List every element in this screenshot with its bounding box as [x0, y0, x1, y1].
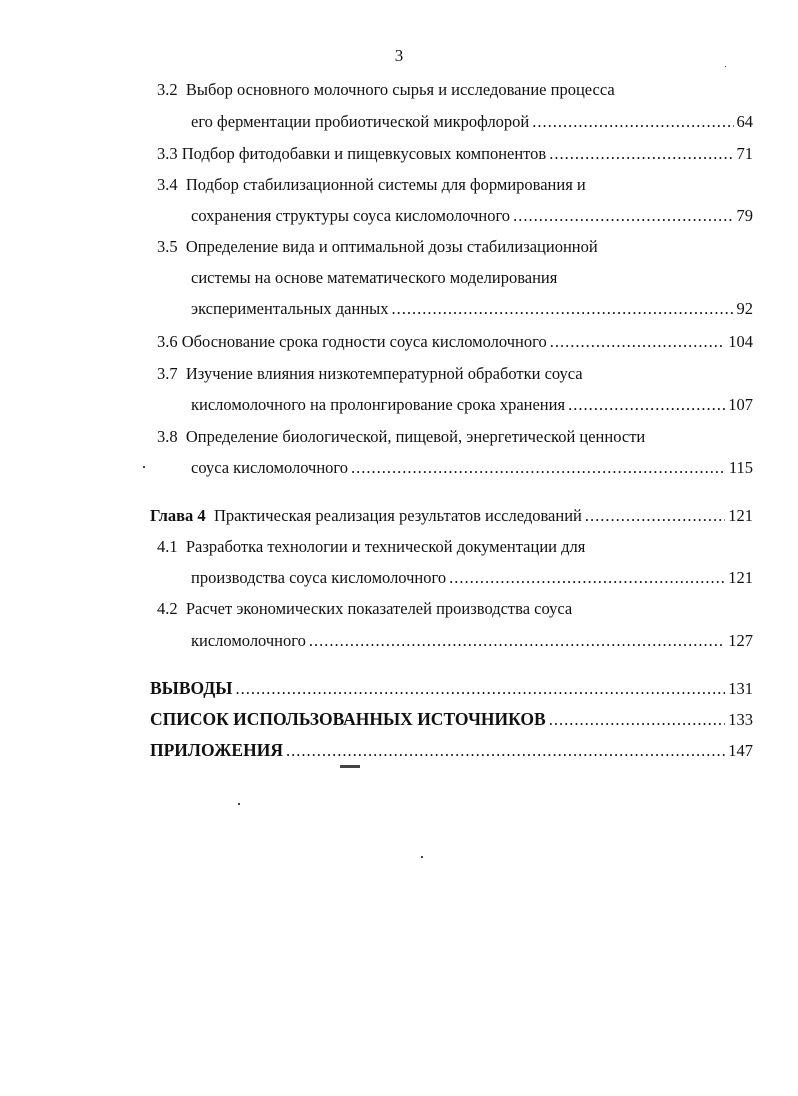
heading-title: СПИСОК ИСПОЛЬЗОВАННЫХ ИСТОЧНИКОВ: [150, 709, 546, 729]
toc-chapter-4: [150, 506, 753, 526]
toc-entry-4-1-cont: [191, 568, 753, 588]
toc-entry-3-5-line2: системы на основе математического моделирования: [191, 268, 558, 287]
section-number: 3.7: [157, 364, 178, 383]
toc-entry-4-2-cont: [191, 631, 753, 651]
page-ref: 92: [736, 299, 753, 318]
section-number: 3.5: [157, 237, 178, 256]
toc-entry-3-4: [157, 175, 586, 195]
toc-entry-3-3: [157, 144, 753, 164]
leader-dots: [550, 332, 726, 352]
toc-entry-3-5: [157, 237, 598, 257]
leader-dots: [513, 206, 733, 226]
scan-mark: [340, 765, 360, 768]
page-ref: 79: [736, 206, 753, 225]
leader-dots: [549, 710, 726, 730]
leader-dots: [568, 395, 725, 415]
section-title: Определение биологической, пищевой, энергетической ценности: [185, 427, 646, 446]
toc-references: [150, 709, 753, 730]
scan-speck: [143, 466, 145, 468]
section-title: Разработка технологии и технической документации для: [185, 537, 586, 556]
page-ref: 133: [728, 710, 753, 729]
leader-dots: [391, 299, 733, 319]
section-title-cont: кисломолочного на пролонгирование срока хранения: [191, 395, 566, 414]
scan-speck: [725, 66, 726, 67]
page-ref: 147: [728, 741, 753, 760]
section-title: Выбор основного молочного сырья и исследование процесса: [185, 80, 615, 99]
page-number: 3: [394, 46, 404, 65]
toc-entry-3-8-cont: [191, 458, 753, 478]
leader-dots: [549, 144, 733, 164]
toc-appendices: [150, 740, 753, 761]
leader-dots: [286, 741, 725, 761]
section-title-cont: соуса кисломолочного: [191, 458, 349, 477]
page-ref: 121: [728, 568, 753, 587]
section-number: 3.8: [157, 427, 178, 446]
section-title: Определение вида и оптимальной дозы стабилизационной: [185, 237, 598, 256]
heading-title: ПРИЛОЖЕНИЯ: [150, 740, 283, 760]
toc-entry-3-5-cont: [191, 299, 753, 319]
section-title: Подбор стабилизационной системы для формирования и: [185, 175, 586, 194]
page-ref: 64: [736, 112, 753, 131]
leader-dots: [585, 506, 725, 526]
scan-speck: [238, 803, 240, 805]
section-title-cont: сохранения структуры соуса кисломолочного: [191, 206, 511, 225]
leader-dots: [532, 112, 733, 132]
section-title-cont: экспериментальных данных: [191, 299, 389, 318]
leader-dots: [309, 631, 725, 651]
section-title-cont: его ферментации пробиотической микрофлорой: [191, 112, 530, 131]
scan-speck: [421, 856, 423, 858]
toc-entry-3-2-cont: [191, 112, 753, 132]
toc-entry-4-1: [157, 537, 585, 557]
page-ref: 115: [728, 458, 753, 477]
chapter-label: Глава 4: [150, 506, 206, 525]
toc-conclusions: [150, 678, 753, 699]
leader-dots: [449, 568, 725, 588]
chapter-title: Практическая реализация результатов исследований: [213, 506, 582, 525]
toc-entry-4-2: [157, 599, 572, 619]
page-ref: 104: [728, 332, 753, 351]
section-number: 3.3: [157, 144, 178, 163]
toc-entry-3-4-cont: [191, 206, 753, 226]
leader-dots: [351, 458, 726, 478]
toc-entry-3-2: [157, 80, 615, 100]
section-title: Расчет экономических показателей производства соуса: [185, 599, 573, 618]
toc-entry-3-8: [157, 427, 645, 447]
page-ref: 131: [728, 679, 753, 698]
page-ref: 121: [728, 506, 753, 525]
page-ref: 107: [728, 395, 753, 414]
heading-title: ВЫВОДЫ: [150, 678, 233, 698]
toc-entry-3-7-cont: [191, 395, 753, 415]
section-number: 3.6: [157, 332, 178, 351]
section-number: 3.2: [157, 80, 178, 99]
section-title-cont: кисломолочного: [191, 631, 306, 650]
section-title: Подбор фитодобавки и пищевкусовых компонентов: [181, 144, 547, 163]
page-ref: 127: [728, 631, 753, 650]
page-ref: 71: [736, 144, 753, 163]
section-number: 3.4: [157, 175, 178, 194]
toc-entry-3-6: [157, 332, 753, 352]
section-title-cont: производства соуса кисломолочного: [191, 568, 447, 587]
section-title: Обоснование срока годности соуса кисломолочного: [181, 332, 547, 351]
section-title: Изучение влияния низкотемпературной обработки соуса: [185, 364, 583, 383]
section-number: 4.2: [157, 599, 178, 618]
toc-entry-3-7: [157, 364, 583, 384]
leader-dots: [236, 679, 726, 699]
section-number: 4.1: [157, 537, 178, 556]
